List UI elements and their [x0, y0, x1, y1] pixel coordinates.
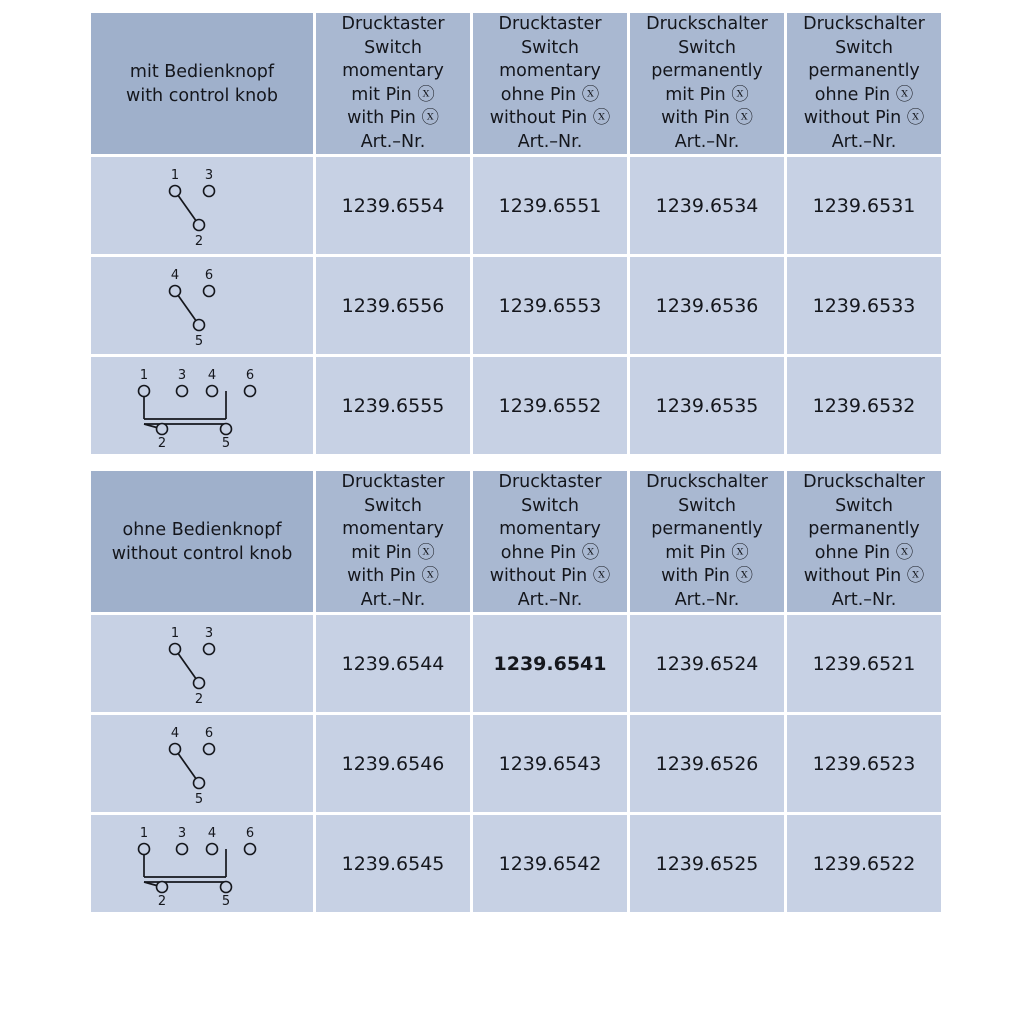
column-header-line: ohne Pin ⓧ	[500, 84, 600, 105]
article-number-cell: 1239.6532	[787, 357, 941, 454]
column-header-line: Switch	[364, 37, 422, 58]
column-header-line: without Pin ⓧ	[803, 108, 925, 128]
column-header-line: Drucktaster	[341, 14, 445, 34]
row-group-header-line: ohne Bedienknopf	[122, 519, 282, 540]
contact-diagram-cell	[91, 815, 313, 912]
column-header-line: Switch	[678, 495, 736, 516]
column-header-line: Switch	[678, 37, 736, 58]
article-number-cell: 1239.6553	[473, 257, 627, 354]
column-header-line: Switch	[835, 37, 893, 58]
column-header-line: Drucktaster	[341, 472, 445, 492]
diagram-wrap	[91, 357, 313, 454]
column-header-line: Art.–Nr.	[517, 589, 583, 610]
row-group-header	[91, 471, 313, 612]
section-header-row	[91, 13, 941, 154]
column-header-line: Art.–Nr.	[674, 589, 740, 610]
column-header-line: permanently	[808, 519, 920, 539]
column-header-line: Druckschalter	[646, 14, 768, 34]
column-header-line: ohne Pin ⓧ	[500, 542, 600, 563]
article-number-cell: 1239.6551	[473, 157, 627, 254]
column-header-2	[473, 471, 627, 612]
article-number-cell: 1239.6521	[787, 615, 941, 712]
article-number-cell: 1239.6555	[316, 357, 470, 454]
column-header-line: Art.–Nr.	[831, 589, 897, 610]
section-gap	[91, 457, 941, 468]
article-number-cell: 1239.6533	[787, 257, 941, 354]
column-header-line: momentary	[342, 61, 444, 81]
svg-text:6: 6	[245, 367, 255, 383]
contact-diagram	[147, 721, 257, 807]
column-header-line: momentary	[342, 519, 444, 539]
row-group-header	[91, 13, 313, 154]
diagram-wrap	[91, 715, 313, 812]
diagram-wrap	[91, 257, 313, 354]
column-header-line: Druckschalter	[803, 472, 925, 492]
svg-text:4: 4	[170, 267, 180, 283]
svg-text:4: 4	[207, 825, 217, 841]
column-header-line: ohne Pin ⓧ	[814, 84, 914, 105]
svg-text:5: 5	[194, 791, 204, 807]
column-header-line: mit Pin ⓧ	[665, 542, 749, 563]
svg-text:5: 5	[221, 893, 231, 907]
column-header-line: momentary	[499, 519, 601, 539]
column-header-line: with Pin ⓧ	[347, 566, 439, 586]
column-header-line: Switch	[835, 495, 893, 516]
contact-diagram	[147, 621, 257, 707]
svg-text:6: 6	[245, 825, 255, 841]
column-header-3	[630, 471, 784, 612]
column-header-line: Druckschalter	[803, 14, 925, 34]
table-row	[91, 815, 941, 912]
column-header-line: mit Pin ⓧ	[665, 84, 749, 105]
table-row	[91, 257, 941, 354]
article-number-cell: 1239.6556	[316, 257, 470, 354]
article-number-cell: 1239.6526	[630, 715, 784, 812]
article-number-cell: 1239.6525	[630, 815, 784, 912]
column-header-line: with Pin ⓧ	[347, 108, 439, 128]
column-header-line: mit Pin ⓧ	[351, 84, 435, 105]
column-header-line: permanently	[808, 61, 920, 81]
column-header-line: Art.–Nr.	[360, 589, 426, 610]
article-number-cell: 1239.6543	[473, 715, 627, 812]
contact-diagram	[147, 163, 257, 249]
article-number-cell: 1239.6554	[316, 157, 470, 254]
svg-text:2: 2	[157, 893, 167, 907]
column-header-line: Art.–Nr.	[360, 131, 426, 152]
column-header-line: Art.–Nr.	[831, 131, 897, 152]
switch-article-number-table	[88, 10, 944, 915]
contact-diagram-cell	[91, 715, 313, 812]
article-number-cell: 1239.6552	[473, 357, 627, 454]
article-number-cell: 1239.6544	[316, 615, 470, 712]
svg-text:1: 1	[139, 825, 149, 841]
article-number-cell: 1239.6545	[316, 815, 470, 912]
article-number-cell: 1239.6535	[630, 357, 784, 454]
table-row	[91, 615, 941, 712]
contact-diagram-cell	[91, 357, 313, 454]
svg-text:6: 6	[204, 267, 214, 283]
column-header-1	[316, 13, 470, 154]
column-header-line: Switch	[364, 495, 422, 516]
diagram-wrap	[91, 615, 313, 712]
article-number-cell: 1239.6542	[473, 815, 627, 912]
diagram-wrap	[91, 815, 313, 912]
row-group-header-line: with control knob	[126, 85, 278, 106]
column-header-line: with Pin ⓧ	[661, 566, 753, 586]
svg-text:4: 4	[170, 725, 180, 741]
column-header-line: without Pin ⓧ	[489, 566, 611, 586]
article-number-cell: 1239.6546	[316, 715, 470, 812]
column-header-line: Druckschalter	[646, 472, 768, 492]
contact-diagram-cell	[91, 615, 313, 712]
svg-text:2: 2	[194, 233, 204, 249]
column-header-line: Art.–Nr.	[674, 131, 740, 152]
article-number-cell: 1239.6534	[630, 157, 784, 254]
column-header-line: Art.–Nr.	[517, 131, 583, 152]
section-header-row	[91, 471, 941, 612]
column-header-line: mit Pin ⓧ	[351, 542, 435, 563]
contact-diagram	[122, 363, 282, 449]
column-header-line: without Pin ⓧ	[489, 108, 611, 128]
contact-diagram-cell	[91, 157, 313, 254]
article-number-cell: 1239.6541	[473, 615, 627, 712]
column-header-4	[787, 13, 941, 154]
svg-text:1: 1	[170, 625, 180, 641]
svg-text:5: 5	[221, 435, 231, 449]
svg-text:3: 3	[177, 825, 187, 841]
diagram-wrap	[91, 157, 313, 254]
table-row	[91, 357, 941, 454]
column-header-1	[316, 471, 470, 612]
column-header-line: with Pin ⓧ	[661, 108, 753, 128]
column-header-line: Switch	[521, 495, 579, 516]
row-group-header-line: without control knob	[111, 543, 293, 564]
svg-text:2: 2	[194, 691, 204, 707]
article-number-cell: 1239.6522	[787, 815, 941, 912]
svg-text:1: 1	[170, 167, 180, 183]
column-header-4	[787, 471, 941, 612]
article-number-cell: 1239.6523	[787, 715, 941, 812]
column-header-line: momentary	[499, 61, 601, 81]
svg-text:6: 6	[204, 725, 214, 741]
column-header-line: without Pin ⓧ	[803, 566, 925, 586]
row-group-header-line: mit Bedienknopf	[129, 61, 275, 82]
contact-diagram	[147, 263, 257, 349]
table-row	[91, 157, 941, 254]
column-header-line: permanently	[651, 519, 763, 539]
article-number-cell: 1239.6536	[630, 257, 784, 354]
svg-text:3: 3	[177, 367, 187, 383]
column-header-2	[473, 13, 627, 154]
svg-text:3: 3	[204, 167, 214, 183]
table-row	[91, 715, 941, 812]
contact-diagram	[122, 821, 282, 907]
column-header-line: Drucktaster	[498, 472, 602, 492]
column-header-line: Drucktaster	[498, 14, 602, 34]
column-header-3	[630, 13, 784, 154]
svg-text:4: 4	[207, 367, 217, 383]
svg-text:2: 2	[157, 435, 167, 449]
column-header-line: ohne Pin ⓧ	[814, 542, 914, 563]
svg-text:1: 1	[139, 367, 149, 383]
svg-text:3: 3	[204, 625, 214, 641]
column-header-line: Switch	[521, 37, 579, 58]
article-number-cell: 1239.6524	[630, 615, 784, 712]
svg-text:5: 5	[194, 333, 204, 349]
column-header-line: permanently	[651, 61, 763, 81]
contact-diagram-cell	[91, 257, 313, 354]
article-number-cell: 1239.6531	[787, 157, 941, 254]
